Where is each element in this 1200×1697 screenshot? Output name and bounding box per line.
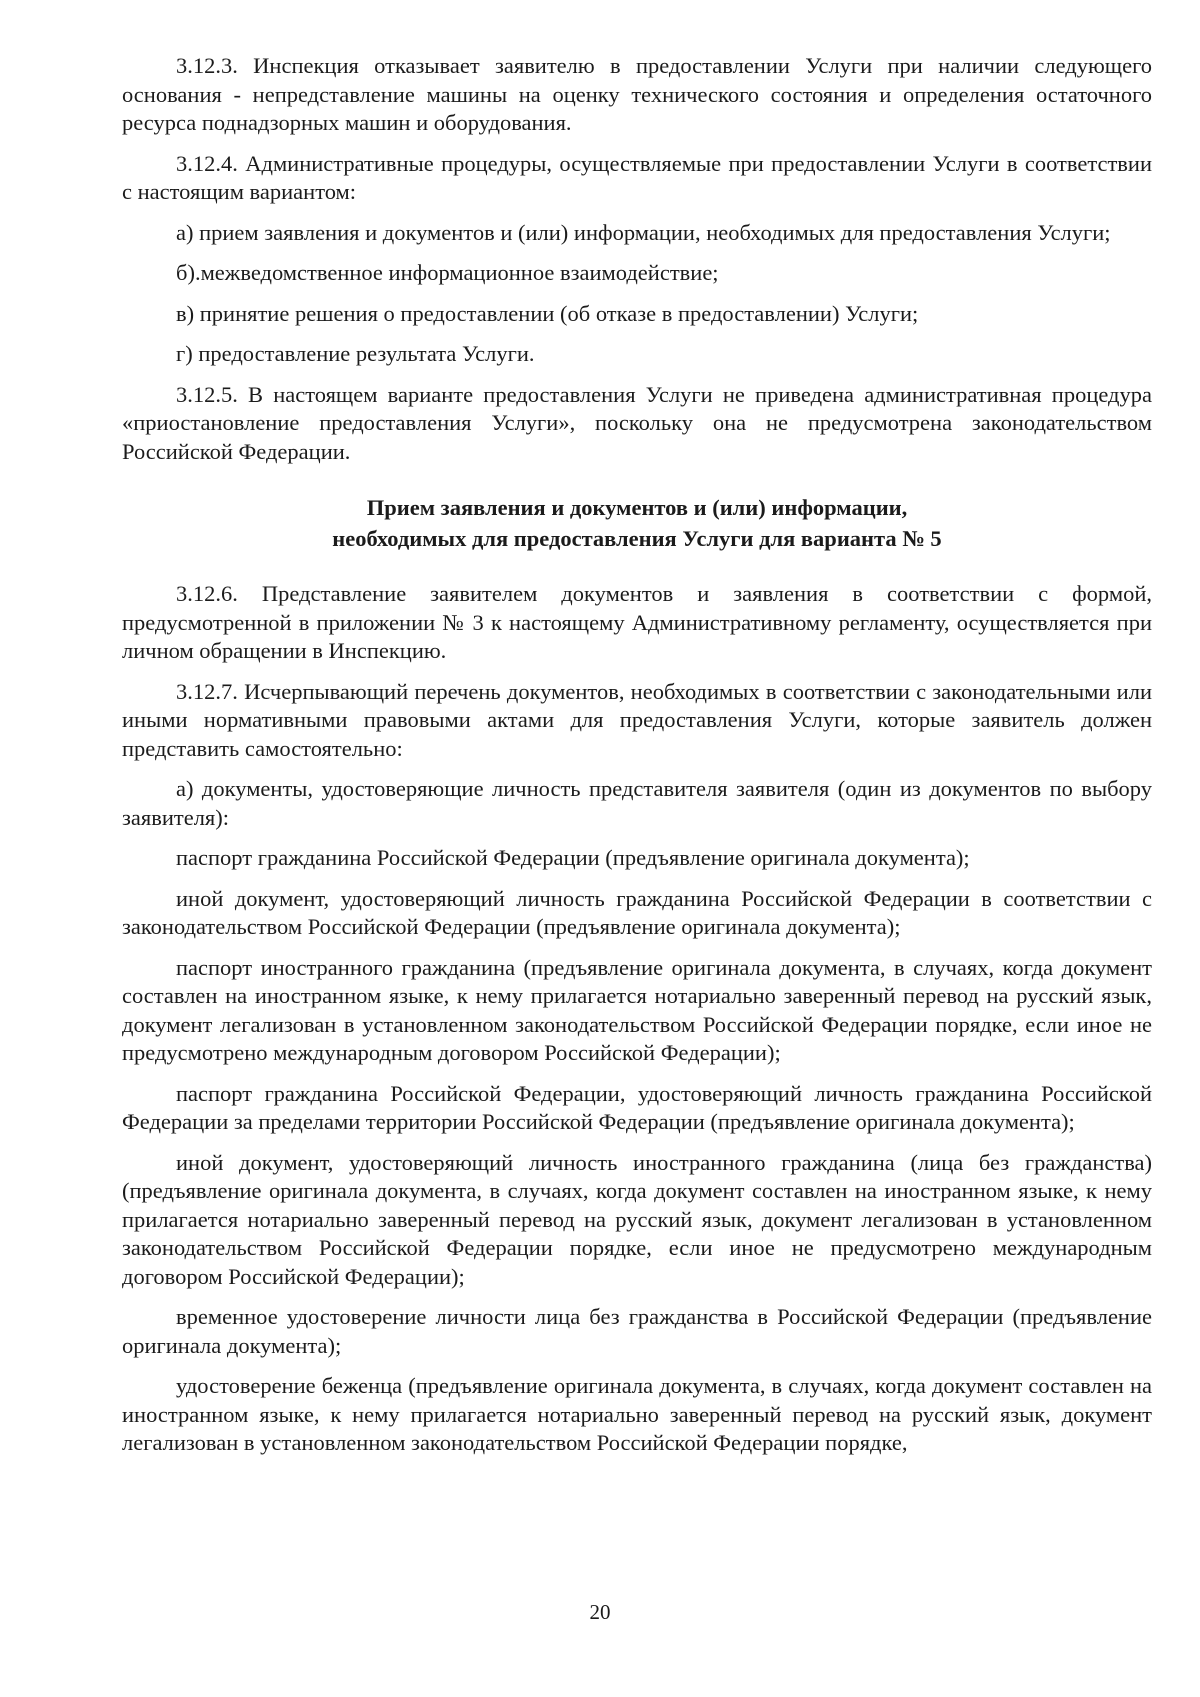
list-item-g: г) предоставление результата Услуги.	[176, 341, 535, 366]
document-body	[122, 52, 1152, 1470]
section-heading-line-2: необходимых для предоставления Услуги для варианта № 5	[332, 526, 942, 551]
page-number: 20	[589, 1600, 611, 1624]
section-heading-line-1: Прием заявления и документов и (или) информации,	[366, 495, 908, 520]
doc-item-rf-foreign-passport: паспорт гражданина Российской Федерации, удостоверяющий личность гражданина Российской Федерации за пределами территории Российской Федерации (предъявление оригинала документа);	[122, 1080, 1152, 1134]
doc-item-rf-passport: паспорт гражданина Российской Федерации (предъявление оригинала документа);	[176, 845, 970, 870]
doc-item-other-rf-id: иной документ, удостоверяющий личность гражданина Российской Федерации в соответствии с законодательством Российской Федерации (предъявление оригинала документа);	[122, 885, 1152, 939]
paragraph-3-12-6: 3.12.6. Представление заявителем документов и заявления в соответствии с формой, предусмотренной в приложении № 3 к настоящему Административному регламенту, осуществляется при личном обращении в Инспекцию.	[122, 581, 1152, 663]
doc-item-refugee-certificate: удостоверение беженца (предъявление оригинала документа, в случаях, когда документ составлен на иностранном языке, к нему прилагается нотариально заверенный перевод на русский язык, документ легализован в установленном законодательством Российской Федерации порядке,	[122, 1373, 1152, 1455]
paragraph-3-12-4: 3.12.4. Административные процедуры, осуществляемые при предоставлении Услуги в соответствии с настоящим вариантом:	[122, 150, 1152, 204]
list-item-v: в) принятие решения о предоставлении (об отказе в предоставлении) Услуги;	[176, 300, 919, 326]
list-item-a-identity-docs: а) документы, удостоверяющие личность представителя заявителя (один из документов по выбору заявителя):	[122, 776, 1152, 830]
doc-item-foreign-other-id: иной документ, удостоверяющий личность иностранного гражданина (лица без гражданства) (предъявление оригинала документа, в случаях, когда документ составлен на иностранном языке, к нему прилагается нотариально заверенный перевод на русский язык, документ легализован в установленном законодательством Российской Федерации порядке, если иное не предусмотрено международным договором Российской Федерации);	[122, 1149, 1152, 1289]
paragraph-3-12-7: 3.12.7. Исчерпывающий перечень документов, необходимых в соответствии с законодательными или иными нормативными правовыми актами для предоставления Услуги, которые заявитель должен представить самостоятельно:	[122, 678, 1152, 761]
paragraph-3-12-5: 3.12.5. В настоящем варианте предоставления Услуги не приведена административная процедура «приостановление предоставления Услуги», поскольку она не предусмотрена законодательством Российской Федерации.	[122, 381, 1152, 464]
doc-item-foreign-passport: паспорт иностранного гражданина (предъявление оригинала документа, в случаях, когда документ составлен на иностранном языке, к нему прилагается нотариально заверенный перевод на русский язык, документ легализован в установленном законодательством Российской Федерации порядке, если иное не предусмотрено международным договором Российской Федерации);	[122, 954, 1152, 1065]
paragraph-3-12-3: 3.12.3. Инспекция отказывает заявителю в предоставлении Услуги при наличии следующего основания - непредставление машины на оценку технического состояния и определения остаточного ресурса поднадзорных машин и оборудования.	[122, 53, 1152, 135]
list-item-b: б).межведомственное информационное взаимодействие;	[176, 260, 719, 285]
section-heading	[122, 492, 1152, 554]
list-item-a: а) прием заявления и документов и (или) информации, необходимых для предоставления Услуги;	[176, 219, 1111, 245]
doc-item-stateless-temp-id: временное удостоверение личности лица без гражданства в Российской Федерации (предъявление оригинала документа);	[122, 1304, 1152, 1358]
